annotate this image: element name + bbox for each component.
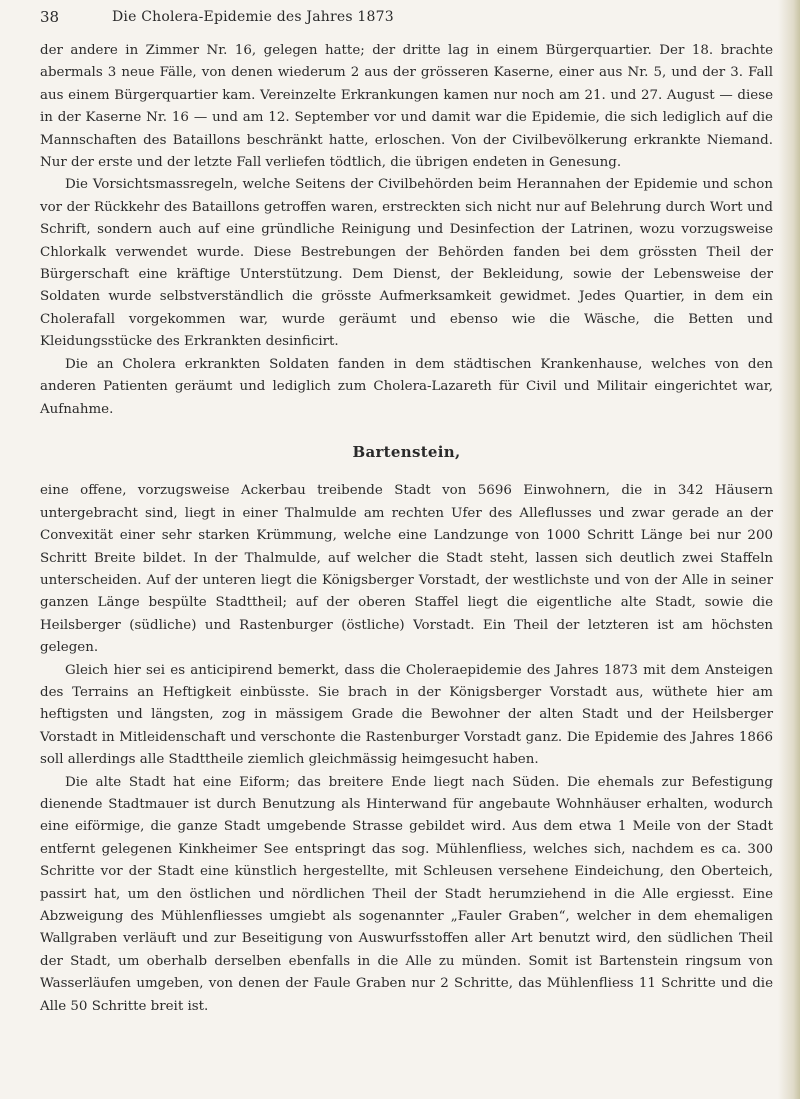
paragraph: Die alte Stadt hat eine Eiform; das breitere Ende liegt nach Süden. Die ehemals zur Befestigung dienende Stadtmauer ist durch Benutzung als Hinterwand für angebaute Wohnhäuser erhalten, wodurch eine eiförmige, die ganze Stadt umgebende Strasse gebildet wird. Aus dem etwa 1 Meile von der Stadt entfernt gelegenen Kinkheimer See entspringt das sog. Mühlenfliess, welches sich, nachdem es ca. 300 Schritte vor der Stadt eine künstlich hergestellte, mit Schleusen versehene Eindeichung, den Oberteich, passirt hat, um den östlichen und nördlichen Theil der Stadt herumziehend in die Alle ergiesst. Eine Abzweigung des Mühlenfliesses umgiebt als sogenannter „Fauler Graben“, welcher in dem ehemaligen Wallgraben verläuft und zur Beseitigung von Auswurfsstoffen aller Art benutzt wird, den südlichen Theil der Stadt, um oberhalb derselben ebenfalls in die Alle zu münden. Somit ist Bartenstein ringsum von Wasserläufen umgeben, von denen der Faule Graben nur 2 Schritte, das Mühlenfliess 11 Schritte und die Alle 50 Schritte breit ist. — [40, 774, 773, 1014]
paragraph: eine offene, vorzugsweise Ackerbau treibende Stadt von 5696 Einwohnern, die in 342 Häusern untergebracht sind, liegt in einer Thalmulde am rechten Ufer des Alleflusses und zwar gerade an der Convexität einer sehr starken Krümmung, welche eine Landzunge von 1000 Schritt Länge bei nur 200 Schritt Breite bildet. In der Thalmulde, auf welcher die Stadt steht, lassen sich deutlich zwei Staffeln unterscheiden. Auf der unteren liegt die Königsberger Vorstadt, der westlichste und von der Alle in seiner ganzen Länge bespülte Stadttheil; auf der oberen Staffel liegt die eigentliche alte Stadt, sowie die Heilsberger (südliche) und Rastenburger (östliche) Vorstadt. Ein Theil der letzteren ist am höchsten gelegen. — [40, 483, 773, 656]
page-edge-shadow — [778, 0, 800, 1099]
paragraph: der andere in Zimmer Nr. 16, gelegen hatte; der dritte lag in einem Bürgerquartier. Der 18. brachte abermals 3 neue Fälle, von denen wiederum 2 aus der grösseren Kaserne, einer aus Nr. 5, und der 3. Fall aus einem Bürgerquartier kam. Vereinzelte Erkrankungen kamen nur noch am 21. und 27. August — diese in der Kaserne Nr. 16 — und am 12. September vor und damit war die Epidemie, die sich lediglich auf die Mannschaften des Bataillons beschränkt hatte, erloschen. Von der Civilbevölkerung erkrankte Niemand. Nur der erste und der letzte Fall verliefen tödtlich, die übrigen endeten in Genesung. — [40, 43, 773, 171]
paragraph: Gleich hier sei es anticipirend bemerkt, dass die Choleraepidemie des Jahres 1873 mit dem Ansteigen des Terrains an Heftigkeit einbüsste. Sie brach in der Königsberger Vorstadt aus, wüthete hier am heftigsten und längsten, zog in mässigem Grade die Bewohner der alten Stadt und der Heilsberger Vorstadt in Mitleidenschaft und verschonte die Rastenburger Vorstadt ganz. Die Epidemie des Jahres 1866 soll allerdings alle Stadttheile ziemlich gleichmässig heimgesucht haben. — [40, 662, 773, 768]
body-text — [40, 40, 773, 1018]
paragraph: Die Vorsichtsmassregeln, welche Seitens der Civilbehörden beim Herannahen der Epidemie und schon vor der Rückkehr des Bataillons getroffen waren, erstreckten sich nicht nur auf Belehrung durch Wort und Schrift, sondern auch auf eine gründliche Reinigung und Desinfection der Latrinen, wozu vorzugsweise Chlorkalk verwendet wurde. Diese Bestrebungen der Behörden fanden bei dem grössten Theil der Bürgerschaft eine kräftige Unterstützung. Dem Dienst, der Bekleidung, sowie der Lebensweise der Soldaten wurde selbstverständlich die grösste Aufmerksamkeit gewidmet. Jedes Quartier, in dem ein Cholerafall vorgekommen war, wurde geräumt und ebenso wie die Wäsche, die Betten und Kleidungsstücke des Erkrankten desinficirt. — [40, 177, 773, 350]
running-title: Die Cholera-Epidemie des Jahres 1873 — [112, 9, 394, 25]
page-number: 38 — [40, 8, 60, 26]
paragraph: Die an Cholera erkrankten Soldaten fanden in dem städtischen Krankenhause, welches von den anderen Patienten geräumt und lediglich zum Cholera-Lazareth für Civil und Militair eingerichtet war, Aufnahme. — [40, 356, 773, 417]
page-header — [0, 8, 800, 32]
section-heading: Bartenstein, — [352, 442, 461, 461]
